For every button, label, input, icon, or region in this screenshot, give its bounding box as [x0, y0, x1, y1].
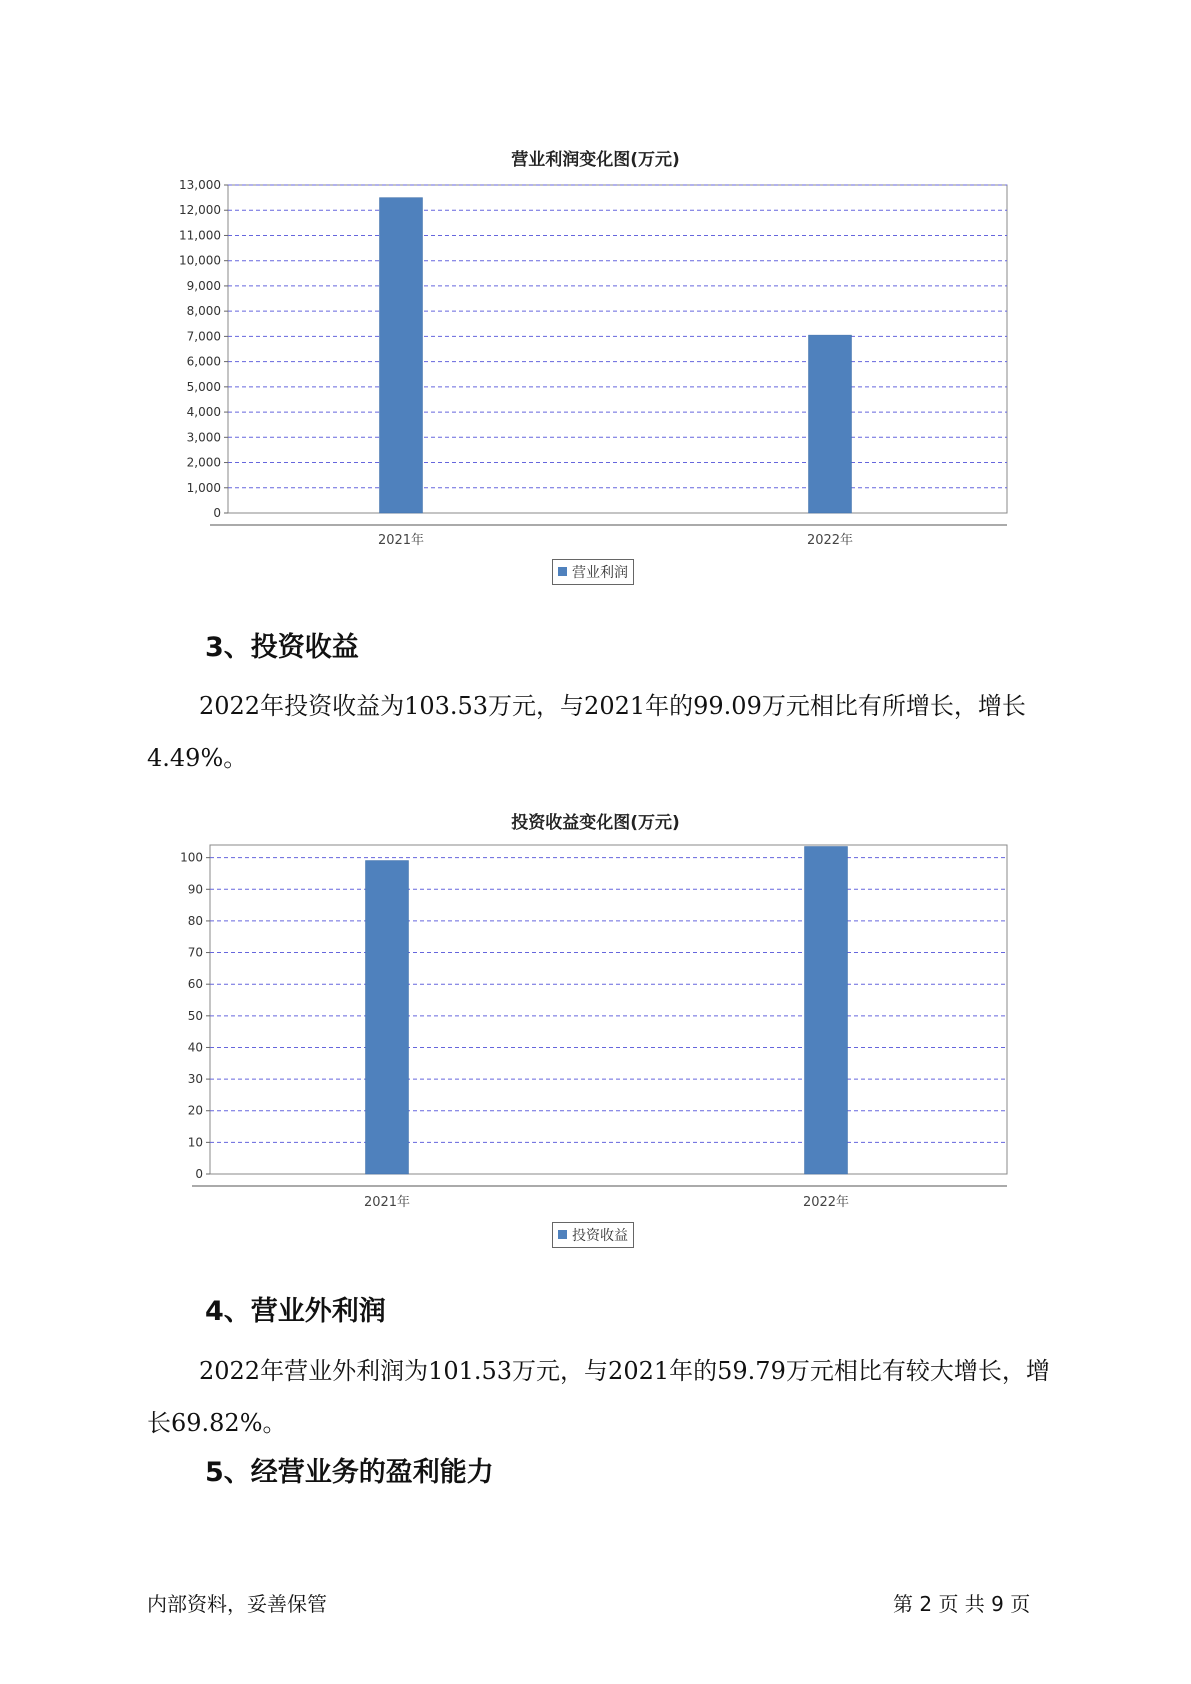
section-heading: 5、经营业务的盈利能力	[205, 1457, 494, 1488]
chart-title: 营业利润变化图(万元)	[511, 150, 680, 170]
bar	[366, 861, 409, 1174]
legend-label: 投资收益	[572, 1228, 628, 1244]
y-tick-label: 0	[213, 506, 221, 520]
y-tick-label: 100	[180, 850, 203, 865]
y-tick-label: 60	[187, 977, 203, 992]
y-tick-label: 30	[187, 1072, 203, 1087]
y-tick-label: 12,000	[179, 203, 221, 218]
y-tick-label: 20	[187, 1103, 203, 1118]
x-tick-label: 2021年	[377, 533, 425, 548]
y-tick-label: 70	[187, 945, 203, 960]
chart-title: 投资收益变化图(万元)	[511, 813, 680, 833]
y-tick-label: 9,000	[186, 278, 221, 293]
y-tick-label: 2,000	[186, 455, 221, 470]
chart-legend	[552, 1222, 634, 1248]
footer-confidential: 内部资料，妥善保管	[147, 1592, 327, 1616]
legend-label: 营业利润	[572, 565, 628, 581]
bar	[805, 846, 848, 1174]
y-tick-label: 0	[195, 1167, 203, 1181]
x-tick-label: 2021年	[363, 1195, 411, 1210]
y-tick-label: 10,000	[179, 253, 221, 268]
x-tick-label: 2022年	[806, 533, 854, 548]
y-tick-label: 7,000	[186, 329, 221, 344]
y-tick-label: 90	[187, 882, 203, 897]
section-paragraph: 2022年营业外利润为101.53万元，与2021年的59.79万元相比有较大增长，增长69.82%。	[147, 1357, 1050, 1437]
y-tick-label: 3,000	[186, 430, 221, 445]
section-heading: 3、投资收益	[205, 632, 359, 663]
y-tick-label: 5,000	[186, 379, 221, 394]
legend-swatch	[558, 1230, 567, 1239]
y-tick-label: 8,000	[186, 304, 221, 319]
plot-area	[210, 845, 1007, 1174]
x-tick-label: 2022年	[802, 1195, 850, 1210]
y-tick-label: 40	[187, 1040, 203, 1055]
section-paragraph: 2022年投资收益为103.53万元，与2021年的99.09万元相比有所增长，增长4.49%。	[147, 692, 1026, 772]
section-heading: 4、营业外利润	[205, 1296, 386, 1327]
y-tick-label: 4,000	[186, 405, 221, 420]
y-tick-label: 80	[187, 913, 203, 928]
y-tick-label: 10	[187, 1135, 203, 1150]
y-tick-label: 11,000	[179, 228, 221, 243]
y-tick-label: 13,000	[179, 178, 221, 192]
y-tick-label: 50	[187, 1008, 203, 1023]
footer-page-number: 第 2 页 共 9 页	[893, 1592, 1031, 1616]
y-tick-label: 1,000	[186, 480, 221, 495]
y-tick-label: 6,000	[186, 354, 221, 369]
